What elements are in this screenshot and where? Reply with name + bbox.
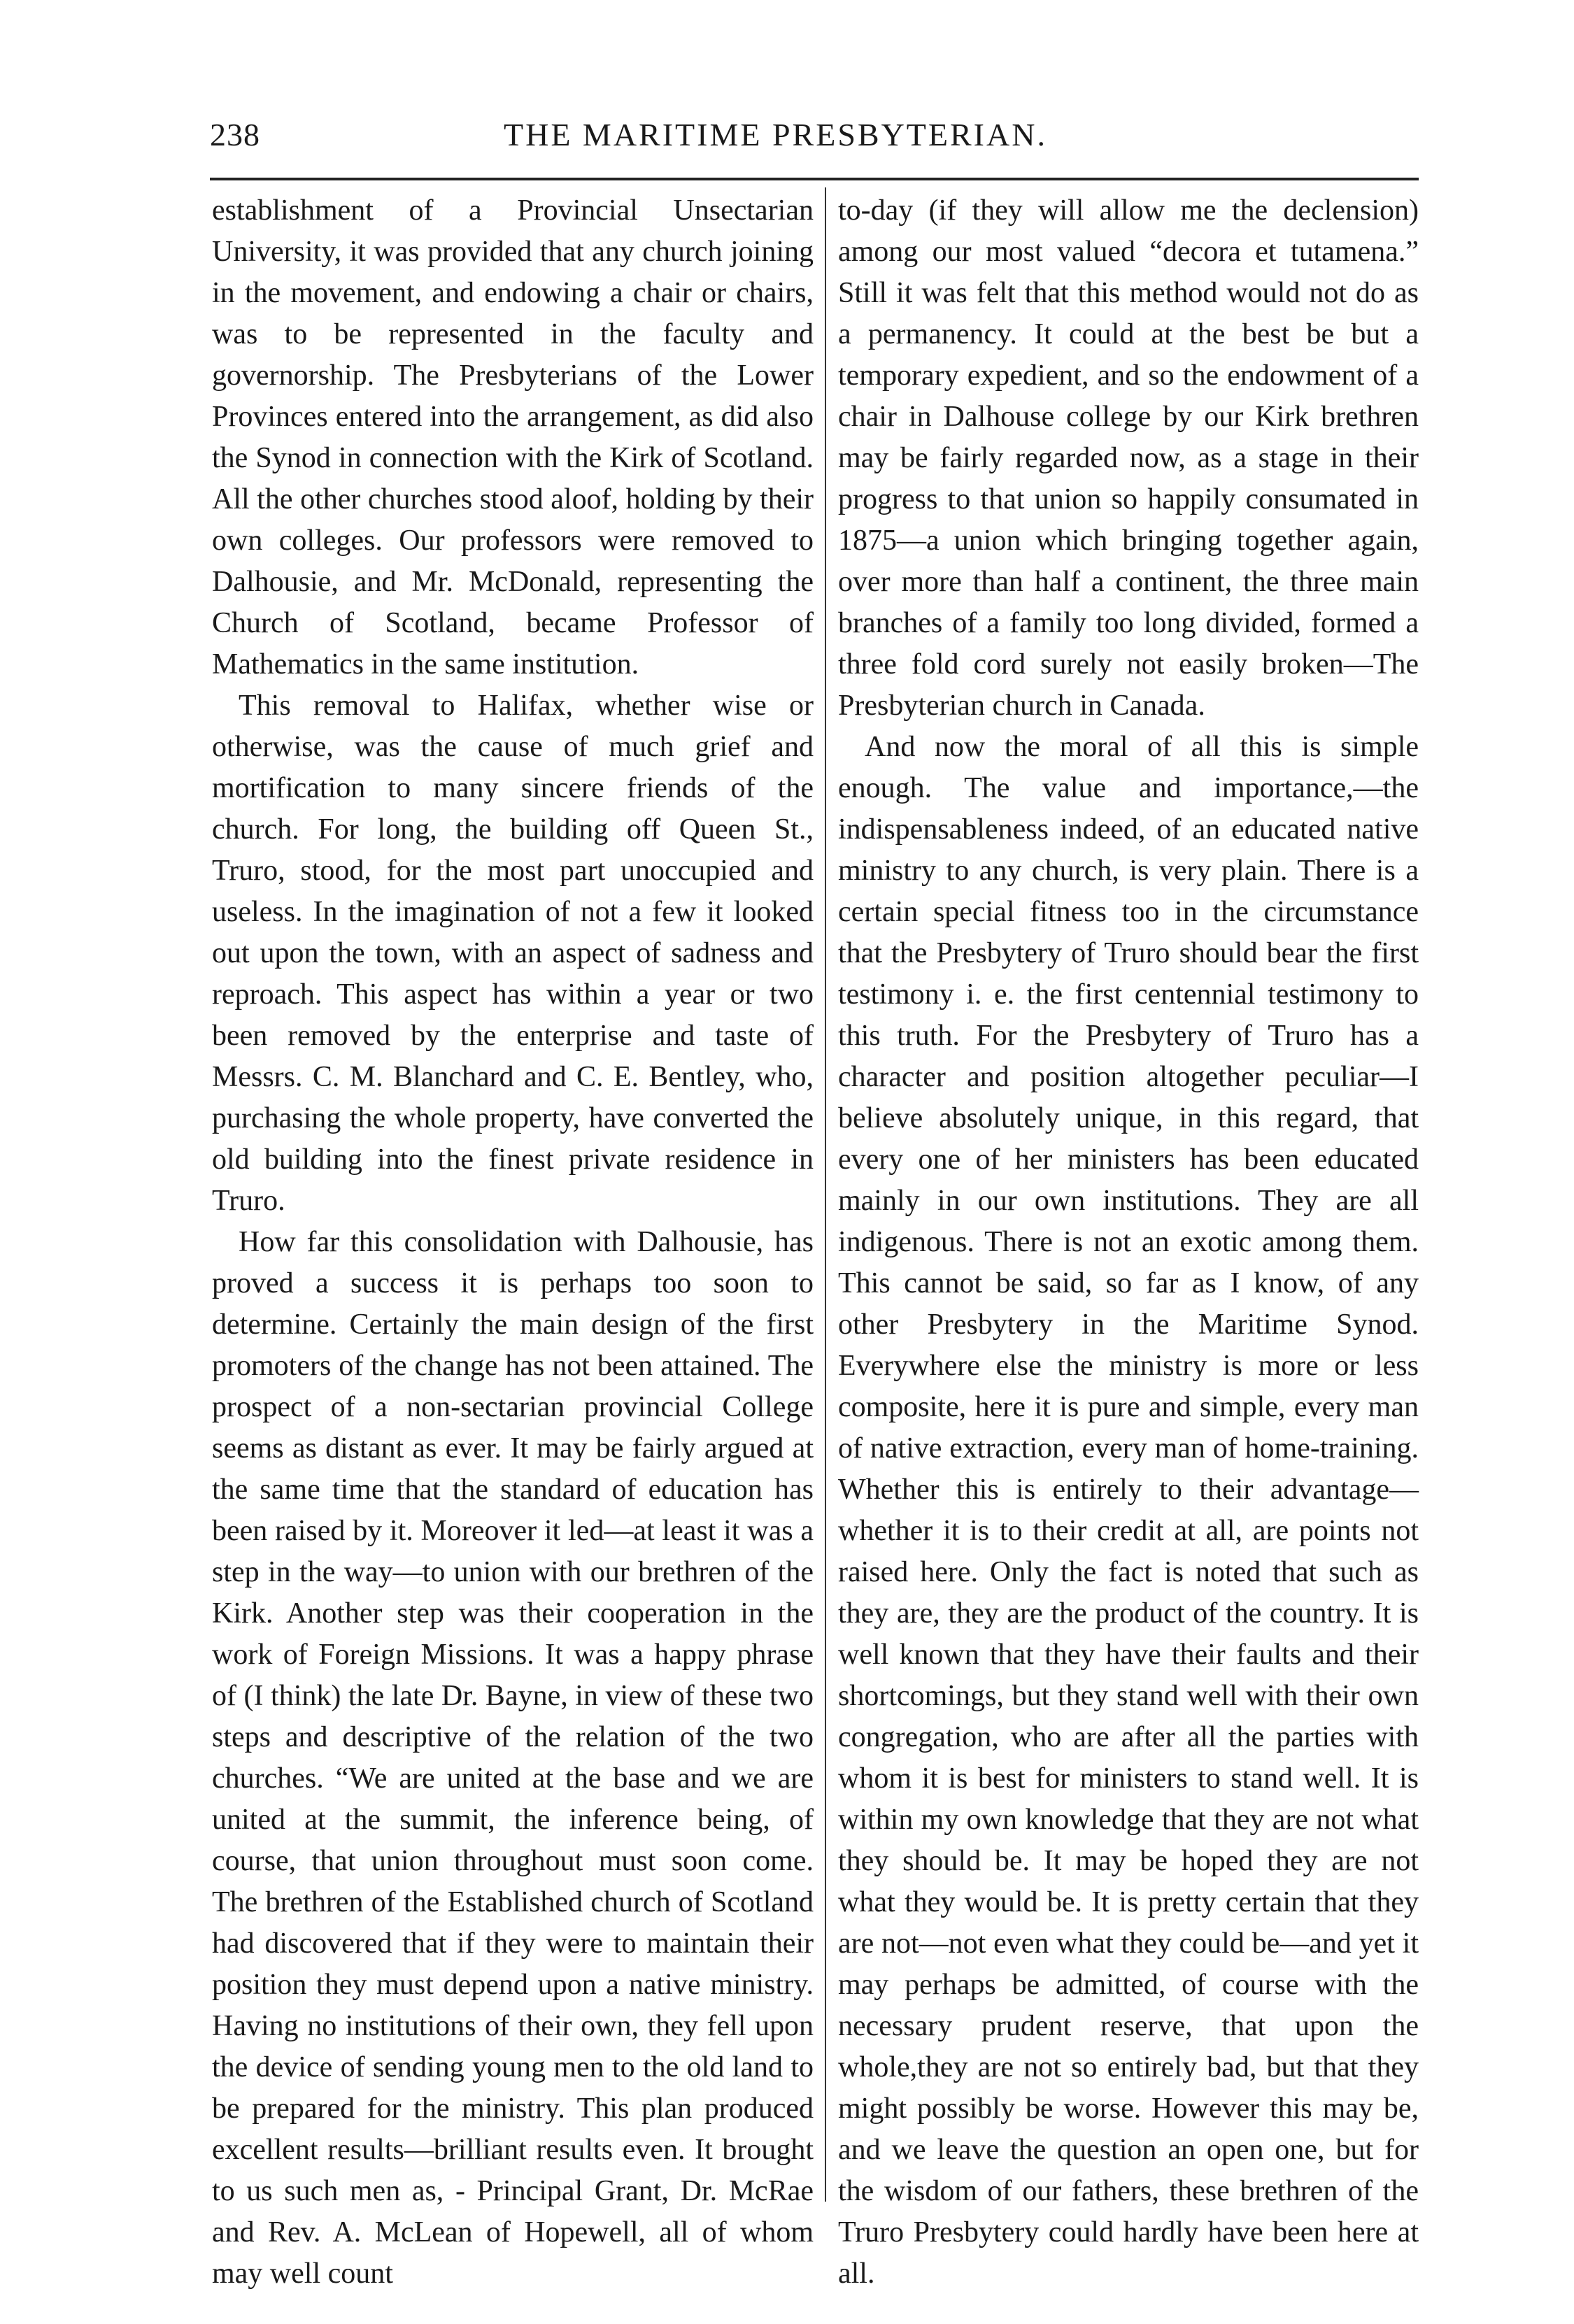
left-column (212, 190, 814, 2295)
column-divider (825, 187, 826, 2202)
page-number: 238 (210, 117, 260, 152)
right-column (838, 190, 1419, 2295)
paragraph: establishment of a Provincial Unsectarian University, it was provided that any church joining in the movement, and endowing a chair or chairs, was to be represented in the faculty and governorship. The Presbyterians of the Lower Provinces entered into the arrangement, as did also the Synod in connection with the Kirk of Scotland. All the other churches stood aloof, holding by their own colleges. Our professors were removed to Dalhousie, and Mr. McDonald, representing the Church of Scotland, became Professor of Mathematics in the same institution. (212, 194, 814, 680)
paragraph: This removal to Halifax, whether wise or otherwise, was the cause of much grief and mortification to many sincere friends of the church. For long, the building off Queen St., Truro, stood, for the most part unoccupied and useless. In the imagination of not a few it looked out upon the town, with an aspect of sadness and reproach. This aspect has within a year or two been removed by the enterprise and taste of Messrs. C. M. Blanchard and C. E. Bentley, who, purchasing the whole property, have converted the old building into the finest private residence in Truro. (212, 690, 814, 1217)
header-rule (210, 178, 1419, 180)
paragraph: to-day (if they will allow me the declension) among our most valued “decora et tutamena.” Still it was felt that this method would not do as a permanency. It could at the best be but a temporary expedient, and so the endowment of a chair in Dalhouse college by our Kirk brethren may be fairly regarded now, as a stage in their progress to that union so happily consumated in 1875—a union which bringing together again, over more than half a continent, the three main branches of a family too long divided, formed a three fold cord surely not easily broken—The Presbyterian church in Canada. (838, 194, 1419, 722)
running-title: THE MARITIME PRESBYTERIAN. (504, 117, 1047, 152)
paragraph: How far this consolidation with Dalhousie, has proved a success it is perhaps too soon to determine. Certainly the main design of the first promoters of the change has not been attained. The prospect of a non-sectarian provincial College seems as distant as ever. It may be fairly argued at the same time that the standard of education has been raised by it. Moreover it led—at least it was a step in the way—to union with our brethren of the Kirk. Another step was their cooperation in the work of Foreign Missions. It was a happy phrase of (I think) the late Dr. Bayne, in view of these two steps and descriptive of the relation of the two churches. “We are united at the base and we are united at the summit, the inference being, of course, that union throughout must soon come. The brethren of the Established church of Scotland had discovered that if they were to maintain their position they must depend upon a native ministry. Having no institutions of their own, they fell upon the device of sending young men to the old land to be prepared for the ministry. This plan produced excellent results—brilliant results even. It brought to us such men as, - Principal Grant, Dr. McRae and Rev. A. McLean of Hopewell, all of whom may well count (212, 1226, 814, 2290)
paragraph: And now the moral of all this is simple enough. The value and importance,—the indispensableness indeed, of an educated native ministry to any church, is very plain. There is a certain special fitness too in the circumstance that the Presbytery of Truro should bear the first testimony i. e. the first centennial testimony to this truth. For the Presbytery of Truro has a character and position altogether peculiar—I believe absolutely unique, in this regard, that every one of her ministers has been educated mainly in our own institutions. They are all indigenous. There is not an exotic among them. This cannot be said, so far as I know, of any other Presbytery in the Maritime Synod. Everywhere else the ministry is more or less composite, here it is pure and simple, every man of native extraction, every man of home-training. Whether this is entirely to their advantage—whether it is to their credit at all, are points not raised here. Only the fact is noted that such as they are, they are the product of the country. It is well known that they have their faults and their shortcomings, but they stand well with their own congregation, who are after all the parties with whom it is best for ministers to stand well. It is within my own knowledge that they are not what they should be. It may be hoped they are not what they would be. It is pretty certain that they are not—not even what they could be—and yet it may perhaps be admitted, of course with the necessary prudent reserve, that upon the whole,they are not so entirely bad, but that they might possibly be worse. However this may be, and we leave the question an open one, but for the wisdom of our fathers, these brethren of the Truro Presbytery could hardly have been here at all. (838, 731, 1419, 2290)
